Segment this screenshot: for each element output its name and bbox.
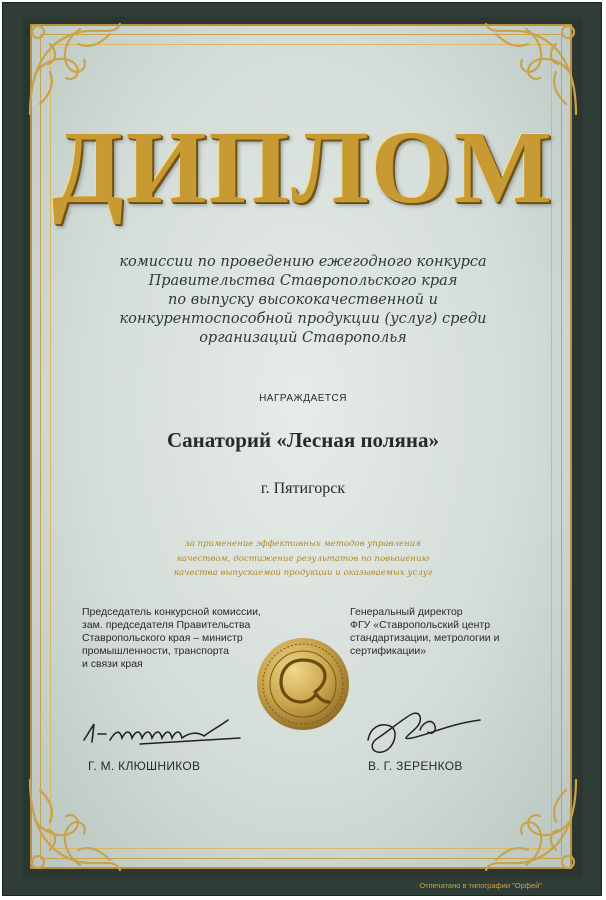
award-reason-line: качеством, достижение результатов по повышению — [176, 553, 430, 564]
position-line: и связи края — [82, 658, 143, 670]
position-line: стандартизации, метрологии и — [350, 632, 500, 644]
position-line: промышленности, транспорта — [82, 645, 229, 657]
gold-seal-emblem — [255, 636, 351, 732]
subtitle-line: организаций Ставрополья — [199, 330, 407, 346]
position-line: зам. председателя Правительства — [82, 619, 251, 631]
award-reason — [150, 537, 456, 581]
right-signature — [360, 700, 490, 760]
corner-ornament-bottom-left — [20, 770, 130, 880]
position-line: Генеральный директор — [350, 606, 463, 618]
award-reason-line: качества выпускаемой продукции и оказываемых услуг — [173, 568, 433, 578]
recipient-name: Санаторий «Лесная поляна» — [166, 428, 440, 452]
subtitle-line: Правительства Ставропольского края — [148, 273, 458, 289]
diploma-subtitle — [100, 253, 506, 348]
position-line: Ставропольского края – министр — [82, 632, 243, 644]
corner-ornament-bottom-right — [476, 770, 586, 880]
right-signatory-position — [350, 606, 540, 658]
position-line: сертификации» — [350, 645, 427, 657]
subtitle-line: конкурентоспособной продукции (услуг) среди — [119, 311, 487, 327]
right-signer-name: В. Г. ЗЕРЕНКОВ — [368, 759, 463, 773]
printer-note: Отпечатано в типографии "Орфей" — [419, 881, 542, 890]
subtitle-line: по выпуску высококачественной и — [168, 292, 438, 308]
subtitle-line: комиссии по проведению ежегодного конкурса — [119, 254, 487, 270]
position-line: ФГУ «Ставропольский центр — [350, 619, 491, 631]
recipient-city: г. Пятигорск — [260, 480, 346, 497]
awarded-label: НАГРАЖДАЕТСЯ — [259, 393, 347, 404]
left-signer-name: Г. М. КЛЮШНИКОВ — [88, 759, 201, 773]
position-line: Председатель конкурсной комиссии, — [82, 606, 261, 618]
left-signature — [80, 712, 250, 752]
left-signatory-position — [82, 606, 282, 671]
award-reason-line: за применение эффективных методов управления — [185, 539, 421, 549]
diploma-title: ДИПЛОМ — [52, 110, 554, 225]
